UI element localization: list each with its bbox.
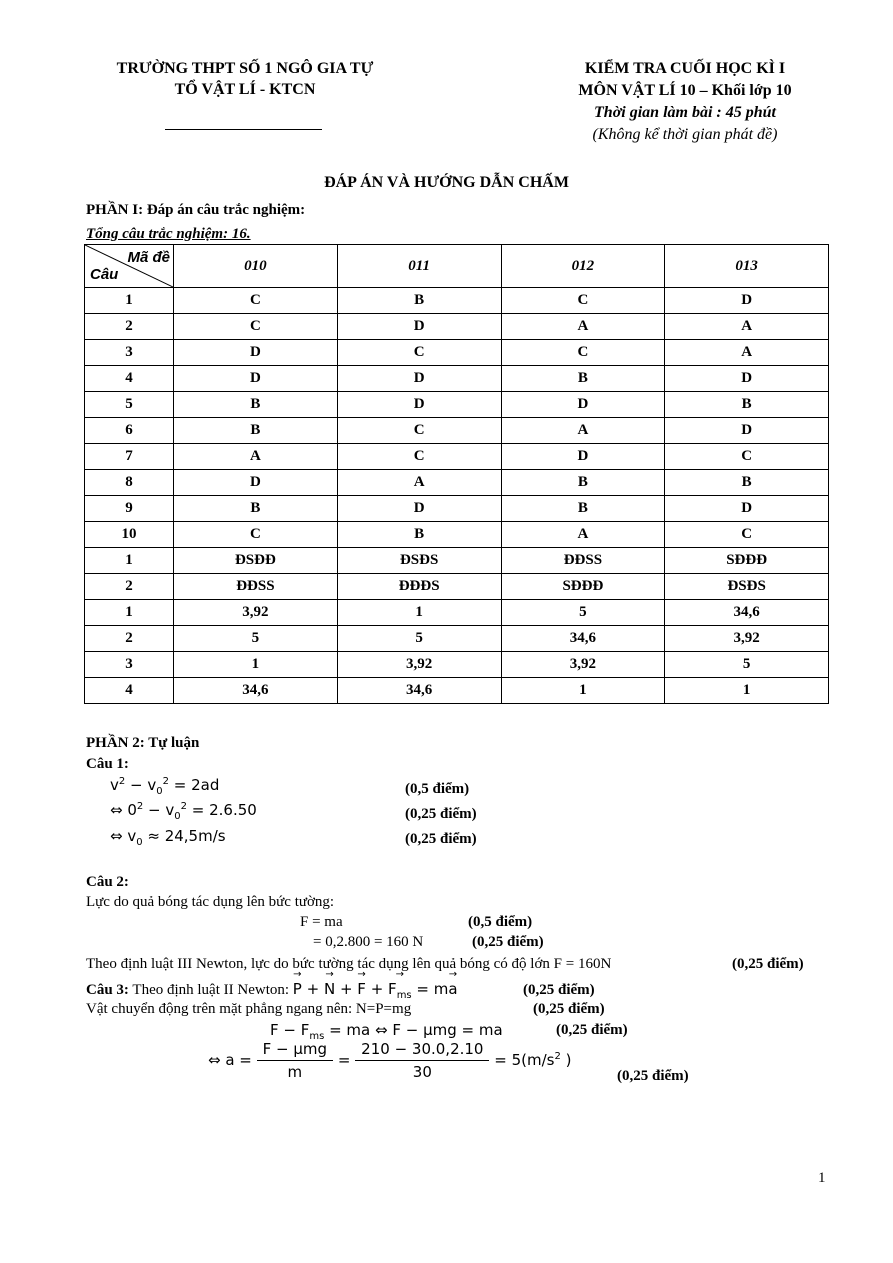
q2-intro: Lực do quả bóng tác dụng lên bức tường:: [86, 894, 335, 910]
answer-cell: C: [665, 444, 829, 470]
answer-cell: A: [501, 418, 665, 444]
answer-cell: 5: [174, 626, 338, 652]
answer-cell: C: [337, 418, 501, 444]
header-left: [60, 58, 430, 100]
answer-cell: 1: [174, 652, 338, 678]
answer-cell: 5: [501, 600, 665, 626]
answer-table-body: [85, 288, 829, 704]
q2-eq-2: = 0,2.800 = 160 N: [313, 934, 424, 950]
answer-cell: A: [501, 314, 665, 340]
answer-cell: A: [665, 340, 829, 366]
answer-cell: ĐĐSS: [174, 574, 338, 600]
answer-row: [85, 600, 829, 626]
code-header: 010: [174, 245, 338, 288]
q3-intro: Theo định luật II Newton:: [132, 982, 290, 998]
question-number-cell: 3: [85, 340, 174, 366]
answer-cell: C: [337, 444, 501, 470]
answer-cell: B: [174, 496, 338, 522]
answer-cell: D: [337, 314, 501, 340]
answer-cell: 3,92: [174, 600, 338, 626]
answer-cell: B: [501, 470, 665, 496]
answer-cell: 3,92: [337, 652, 501, 678]
answer-row: [85, 626, 829, 652]
corner-label-question: Câu: [90, 266, 119, 283]
question-number-cell: 2: [85, 574, 174, 600]
q3-line-1: [86, 980, 458, 1001]
q2-eq-2-points: (0,25 điểm): [472, 934, 544, 950]
q3-label: Câu 3:: [86, 982, 129, 998]
answer-row: [85, 340, 829, 366]
answer-cell: 34,6: [337, 678, 501, 704]
question-number-cell: 3: [85, 652, 174, 678]
answer-cell: 5: [665, 652, 829, 678]
answer-cell: ĐĐĐS: [337, 574, 501, 600]
answer-cell: D: [665, 288, 829, 314]
answer-cell: D: [337, 392, 501, 418]
answer-cell: C: [174, 314, 338, 340]
answer-cell: B: [501, 496, 665, 522]
code-header: 013: [665, 245, 829, 288]
page-number: 1: [818, 1170, 826, 1186]
answer-row: [85, 548, 829, 574]
exam-subject: MÔN VẬT LÍ 10 – Khối lớp 10: [578, 82, 792, 99]
answer-row: [85, 470, 829, 496]
answer-cell: C: [501, 288, 665, 314]
q2-law: Theo định luật III Newton, lực do bức tường tác dụng lên quả bóng có độ lớn F = 160N: [86, 956, 612, 972]
answer-row: [85, 444, 829, 470]
part1-heading: PHẦN I: Đáp án câu trắc nghiệm:: [86, 202, 306, 218]
q1-equation-1: $v^2 - v_0^2 = 2ad$: [110, 776, 220, 797]
question-number-cell: 9: [85, 496, 174, 522]
answer-row: [85, 496, 829, 522]
answer-cell: B: [665, 470, 829, 496]
question-number-cell: 1: [85, 288, 174, 314]
page-title: ĐÁP ÁN VÀ HƯỚNG DẪN CHẤM: [324, 174, 569, 191]
q1-equation-2: ⇔ $0^2 - v_0^2 = 2.6.50$: [110, 801, 257, 822]
answer-cell: B: [174, 392, 338, 418]
answer-cell: 5: [337, 626, 501, 652]
question-number-cell: 7: [85, 444, 174, 470]
question-number-cell: 10: [85, 522, 174, 548]
answer-cell: SĐĐĐ: [501, 574, 665, 600]
corner-label-code: Mã đề: [127, 249, 170, 266]
answer-row: [85, 522, 829, 548]
question-number-cell: 8: [85, 470, 174, 496]
answer-row: [85, 418, 829, 444]
exam-note: (Không kể thời gian phát đề): [592, 126, 778, 143]
header-right: [520, 58, 850, 146]
answer-cell: A: [665, 314, 829, 340]
answer-cell: 1: [501, 678, 665, 704]
answer-cell: A: [174, 444, 338, 470]
answer-cell: D: [501, 392, 665, 418]
q2-eq-1: F = ma: [300, 914, 343, 930]
part1-total: Tổng câu trắc nghiệm: 16.: [86, 226, 251, 242]
answer-cell: D: [174, 340, 338, 366]
q1-points-3: (0,25 điểm): [405, 831, 477, 847]
question-number-cell: 6: [85, 418, 174, 444]
answer-cell: 3,92: [665, 626, 829, 652]
answer-cell: B: [337, 522, 501, 548]
answer-cell: D: [501, 444, 665, 470]
answer-cell: C: [665, 522, 829, 548]
q3-vector-equation: → P + → N + → F + → $F_{ms} = m\to a$: [293, 980, 458, 998]
answer-row: [85, 366, 829, 392]
answer-table: [84, 244, 829, 704]
q3-line-2: Vật chuyển động trên mặt phẳng ngang nên: N=P=mg: [86, 1001, 412, 1017]
answer-cell: A: [337, 470, 501, 496]
answer-cell: C: [174, 288, 338, 314]
answer-cell: 34,6: [665, 600, 829, 626]
answer-cell: ĐSĐĐ: [174, 548, 338, 574]
answer-cell: D: [665, 418, 829, 444]
question-number-cell: 2: [85, 626, 174, 652]
answer-table-header: [85, 245, 829, 288]
answer-cell: A: [501, 522, 665, 548]
answer-row: [85, 574, 829, 600]
q1-label: Câu 1:: [86, 756, 129, 772]
q1-equation-3: ⇔ $v_0 \approx 24,5m/s$: [110, 827, 226, 848]
q3-line-3: $F - F_{ms}$ = ma ⇔ F − μmg = ma: [270, 1021, 503, 1042]
answer-cell: D: [665, 496, 829, 522]
q3-line-2-points: (0,25 điểm): [533, 1001, 605, 1017]
answer-cell: B: [501, 366, 665, 392]
part2-heading: PHẦN 2: Tự luận: [86, 735, 200, 751]
q3-intro-points: (0,25 điểm): [523, 982, 595, 998]
q3-line-4: ⇔ a = $\frac{\text{F − μmg}}{m}$ = $\frac{210 - 30.0,2.10}{30}$ = $5(m/s^2$ ): [208, 1040, 572, 1081]
exam-title: KIỂM TRA CUỐI HỌC KÌ I: [584, 60, 786, 77]
question-number-cell: 2: [85, 314, 174, 340]
question-number-cell: 1: [85, 600, 174, 626]
school-name: TRƯỜNG THPT SỐ 1 NGÔ GIA TỰ: [116, 60, 374, 77]
answer-row: [85, 652, 829, 678]
answer-row: [85, 678, 829, 704]
answer-cell: D: [174, 470, 338, 496]
answer-cell: 1: [665, 678, 829, 704]
exam-duration: Thời gian làm bài : 45 phút: [594, 104, 776, 121]
question-number-cell: 5: [85, 392, 174, 418]
answer-cell: D: [174, 366, 338, 392]
answer-row: [85, 288, 829, 314]
answer-cell: B: [337, 288, 501, 314]
question-number-cell: 4: [85, 366, 174, 392]
answer-cell: ĐSĐS: [337, 548, 501, 574]
table-corner-cell: [85, 245, 174, 288]
answer-cell: ĐSĐS: [665, 574, 829, 600]
header-underline: [165, 129, 322, 130]
answer-cell: C: [174, 522, 338, 548]
answer-row: [85, 314, 829, 340]
answer-cell: 34,6: [501, 626, 665, 652]
question-number-cell: 1: [85, 548, 174, 574]
answer-row: [85, 392, 829, 418]
answer-cell: 1: [337, 600, 501, 626]
code-header: 011: [337, 245, 501, 288]
answer-cell: D: [337, 496, 501, 522]
q3-line-3-points: (0,25 điểm): [556, 1022, 628, 1038]
q2-eq-1-points: (0,5 điểm): [468, 914, 533, 930]
question-number-cell: 4: [85, 678, 174, 704]
q2-label: Câu 2:: [86, 874, 129, 890]
q1-points-2: (0,25 điểm): [405, 806, 477, 822]
answer-cell: 34,6: [174, 678, 338, 704]
q2-law-points: (0,25 điểm): [732, 956, 804, 972]
answer-cell: ĐĐSS: [501, 548, 665, 574]
answer-cell: SĐĐĐ: [665, 548, 829, 574]
department-name: TỔ VẬT LÍ - KTCN: [174, 81, 316, 98]
answer-cell: D: [337, 366, 501, 392]
q3-line-4-points: (0,25 điểm): [617, 1068, 689, 1084]
answer-cell: B: [174, 418, 338, 444]
answer-cell: D: [665, 366, 829, 392]
answer-cell: C: [501, 340, 665, 366]
answer-cell: C: [337, 340, 501, 366]
code-header: 012: [501, 245, 665, 288]
answer-cell: B: [665, 392, 829, 418]
answer-cell: 3,92: [501, 652, 665, 678]
q1-points-1: (0,5 điểm): [405, 781, 470, 797]
